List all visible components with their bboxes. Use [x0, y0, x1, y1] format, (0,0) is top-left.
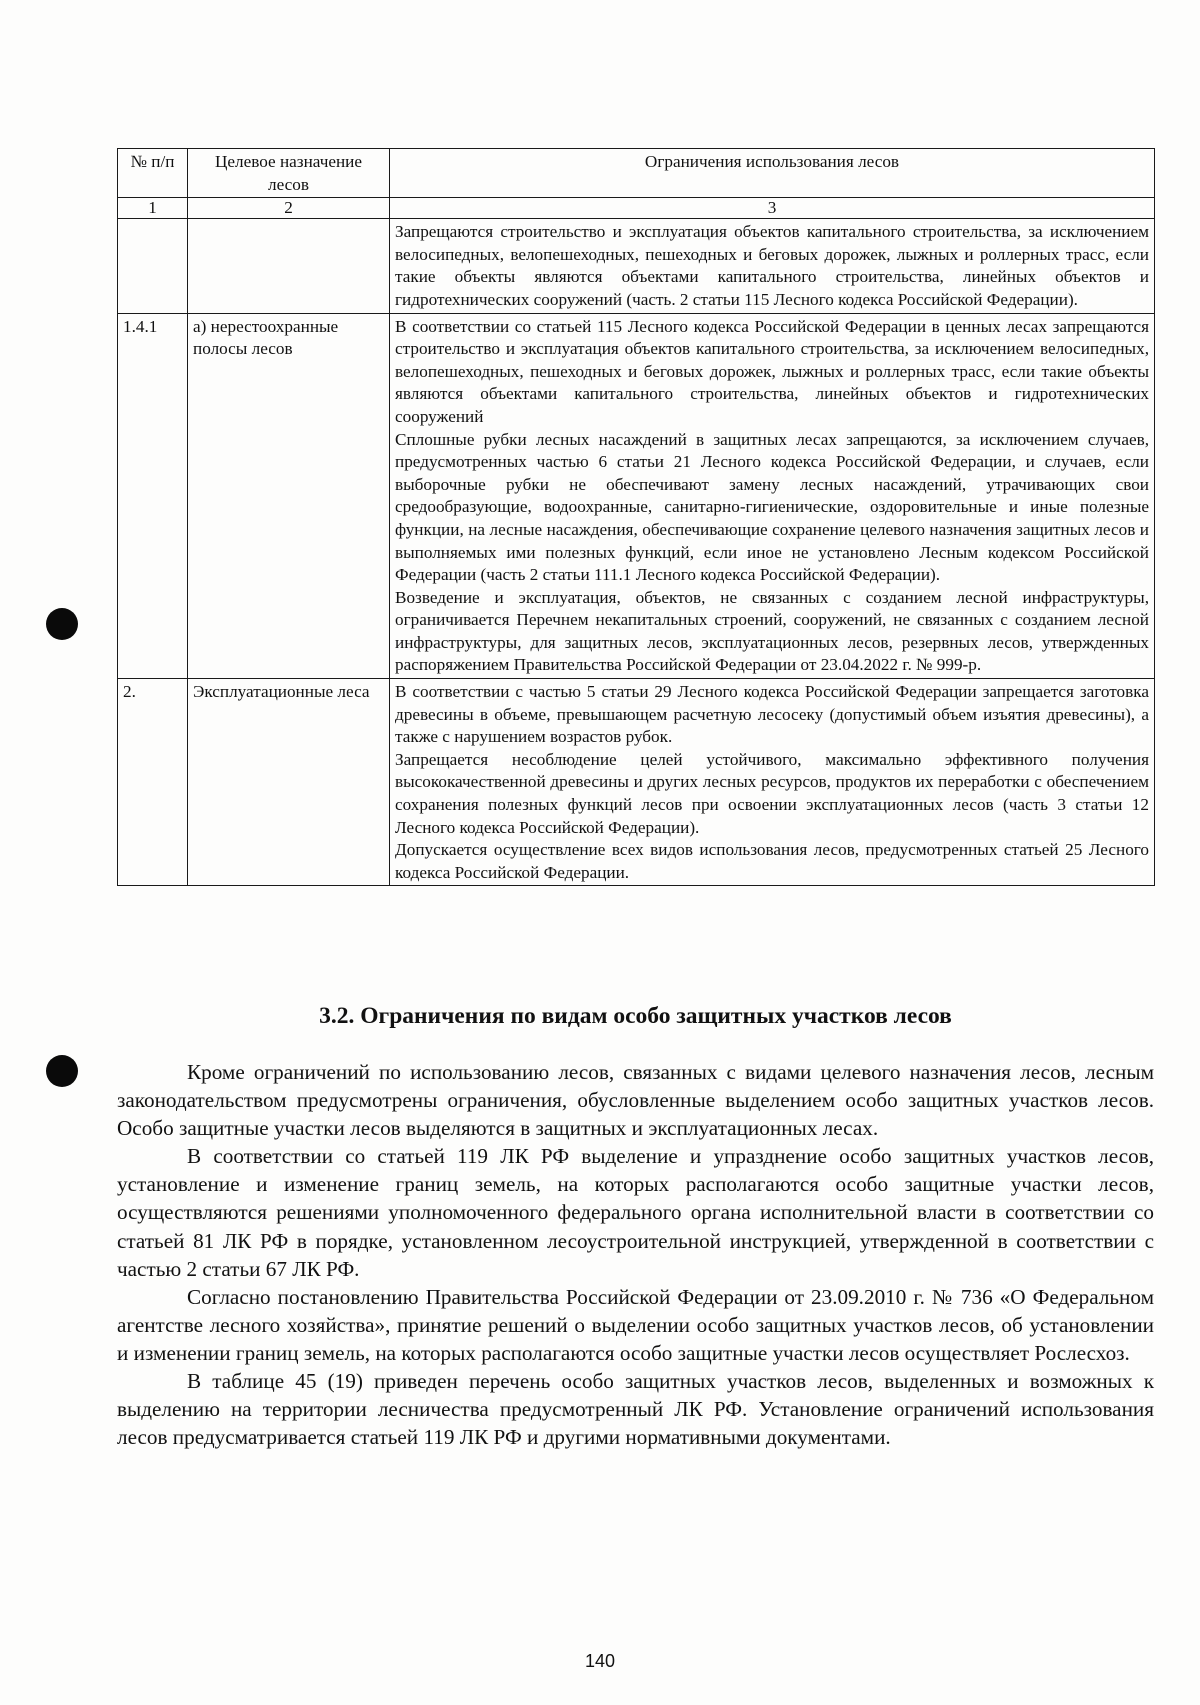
section-body — [117, 1058, 1154, 1451]
column-number: 2 — [188, 198, 390, 219]
row-purpose: а) нерестоохранные полосы лесов — [188, 313, 390, 679]
table-row — [118, 313, 1155, 679]
column-number-row — [118, 198, 1155, 219]
column-number: 1 — [118, 198, 188, 219]
section-title: 3.2. Ограничения по видам особо защитных участков лесов — [319, 1003, 952, 1029]
row-restrictions — [390, 313, 1155, 679]
header-num: № п/п — [118, 149, 188, 198]
restriction-paragraph: В соответствии с частью 5 статьи 29 Лесного кодекса Российской Федерации запрещается заготовка древесины в объеме, превышающем расчетную лесосеку (допустимый объем изъятия древесины), а также с нарушением возрастов рубок. — [395, 682, 1149, 747]
column-number: 3 — [390, 198, 1155, 219]
row-num: 1.4.1 — [118, 313, 188, 679]
punch-hole — [46, 1055, 78, 1087]
restriction-paragraph: Запрещается несоблюдение целей устойчивого, максимально эффективного получения высококачественной древесины и других лесных ресурсов, продуктов их переработки с обеспечением сохранения полезных функций лесов при освоении эксплуатационных лесов (часть 3 статьи 12 Лесного кодекса Российской Федерации). — [395, 749, 1149, 837]
row-num: 2. — [118, 679, 188, 886]
table-header-row — [118, 149, 1155, 198]
body-paragraph: В соответствии со статьей 119 ЛК РФ выделение и упразднение особо защитных участков лесов, установление и изменение границ земель, на которых располагаются особо защитные участки лесов, осуществляются решениями уполномоченного федерального органа исполнительной власти в соответствии со статьей 81 ЛК РФ в порядке, установленном лесоустроительной инструкцией, утвержденной в соответствии с частью 2 статьи 67 ЛК РФ. — [117, 1144, 1154, 1281]
row-restrictions — [390, 219, 1155, 313]
header-restrictions: Ограничения использования лесов — [390, 149, 1155, 198]
body-paragraph: Согласно постановлению Правительства Российской Федерации от 23.09.2010 г. № 736 «О Федеральном агентстве лесного хозяйства», принятие решений о выделении особо защитных участков лесов, об установлении и изменении границ земель, на которых располагаются особо защитные участки лесов осуществляет Рослесхоз. — [117, 1284, 1154, 1365]
restriction-paragraph: Допускается осуществление всех видов использования лесов, предусмотренных статьей 25 Лесного кодекса Российской Федерации. — [395, 840, 1149, 882]
row-num — [118, 219, 188, 313]
row-restrictions — [390, 679, 1155, 886]
body-paragraph: В таблице 45 (19) приведен перечень особо защитных участков лесов, выделенных и возможных к выделению на территории лесничества предусмотренный ЛК РФ. Установление ограничений использования лесов предусматривается статьей 119 ЛК РФ и другими нормативными документами. — [117, 1369, 1154, 1450]
header-purpose: Целевое назначение лесов — [188, 149, 390, 198]
restriction-paragraph: Сплошные рубки лесных насаждений в защитных лесах запрещаются, за исключением случаев, предусмотренных частью 6 статьи 21 Лесного кодекса Российской Федерации, и случаев, если выборочные рубки не обеспечивают замену лесных насаждений, утрачивающих свои средообразующие, водоохранные, санитарно-гигиенические, оздоровительные и иные полезные функции, на лесные насаждения, обеспечивающие сохранение целевого назначения защитных лесов и выполняемых ими полезных функций, если иное не установлено Лесным кодексом Российской Федерации (часть 2 статьи 111.1 Лесного кодекса Российской Федерации). — [395, 429, 1149, 585]
restrictions-table — [117, 148, 1155, 886]
table-row — [118, 219, 1155, 313]
restriction-paragraph: Запрещаются строительство и эксплуатация объектов капитального строительства, за исключением велосипедных, велопешеходных, пешеходных и беговых дорожек, лыжных и роллерных трасс, если такие объекты являются объектами капитального строительства, линейных объектов и гидротехнических сооружений (часть. 2 статьи 115 Лесного кодекса Российской Федерации). — [395, 222, 1149, 309]
row-purpose: Эксплуатационные леса — [188, 679, 390, 886]
punch-hole — [46, 608, 78, 640]
table-row — [118, 679, 1155, 886]
restriction-paragraph: Возведение и эксплуатация, объектов, не связанных с созданием лесной инфраструктуры, ограничивается Перечнем некапитальных строений, сооружений, не связанных с созданием лесной инфраструктуры, для защитных лесов, эксплуатационных лесов, резервных лесов, утвержденных распоряжением Правительства Российской Федерации от 23.04.2022 г. № 999-р. — [395, 587, 1149, 675]
restriction-paragraph: В соответствии со статьей 115 Лесного кодекса Российской Федерации в ценных лесах запрещаются строительство и эксплуатация объектов капитального строительства, за исключением велосипедных, велопешеходных, пешеходных и беговых дорожек, лыжных и роллерных трасс, если такие объекты являются объектами капитального строительства, линейных объектов и гидротехнических сооружений — [395, 316, 1149, 426]
page-number: 140 — [584, 1651, 616, 1671]
body-paragraph: Кроме ограничений по использованию лесов, связанных с видами целевого назначения лесов, лесным законодательством предусмотрены ограничения, обусловленные выделением особо защитных участков лесов. Особо защитные участки лесов выделяются в защитных и эксплуатационных лесах. — [117, 1060, 1154, 1141]
row-purpose — [188, 219, 390, 313]
